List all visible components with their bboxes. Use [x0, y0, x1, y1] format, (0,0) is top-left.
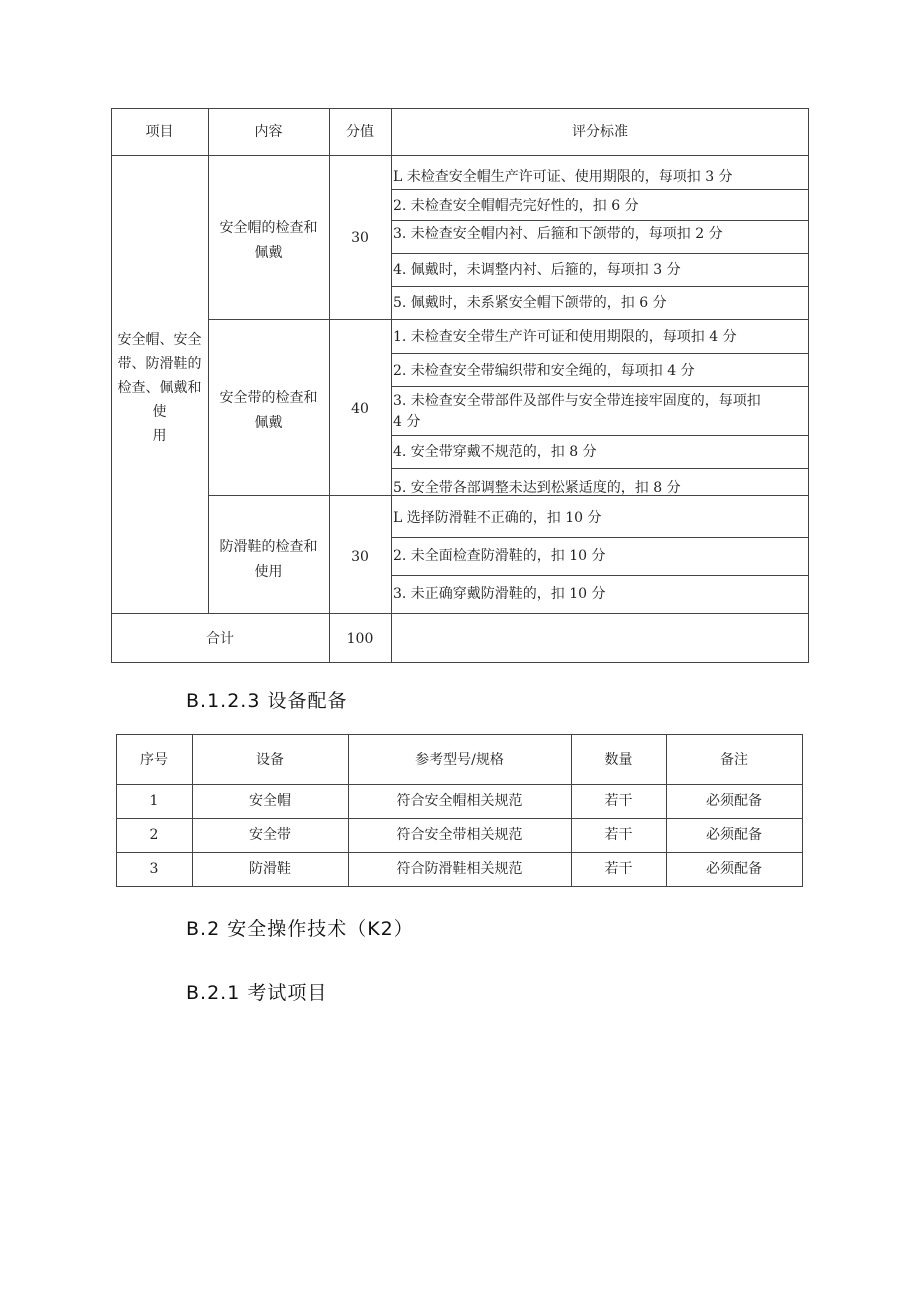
category-line: 使 — [152, 404, 167, 420]
section-heading-equipment: B.1.2.3 设备配备 — [186, 690, 348, 712]
table-cell: 符合安全带相关规范 — [396, 827, 523, 843]
criteria-row: 2. 未检查安全帽帽壳完好性的，扣 6 分 — [393, 198, 639, 214]
content-line: 安全带的检查和 — [219, 390, 318, 406]
criteria-row: 3. 未正确穿戴防滑鞋的，扣 10 分 — [393, 586, 606, 602]
table-cell: 符合安全帽相关规范 — [396, 793, 523, 809]
header-spec: 参考型号/规格 — [415, 752, 504, 768]
header-criteria: 评分标准 — [572, 124, 628, 140]
table-cell: 必须配备 — [706, 827, 762, 843]
content-line: 佩戴 — [254, 245, 283, 261]
criteria-row: L 选择防滑鞋不正确的，扣 10 分 — [393, 510, 602, 526]
criteria-row: 5. 安全带各部调整未达到松紧适度的，扣 8 分 — [393, 480, 681, 496]
header-equipment: 设备 — [256, 752, 284, 768]
criteria-row: 3. 未检查安全帽内衬、后箍和下颌带的，每项扣 2 分 — [393, 226, 723, 242]
category-cell — [111, 328, 208, 448]
table-cell: 若干 — [604, 827, 633, 843]
table-cell: 安全帽 — [249, 793, 291, 809]
criteria-line: 4 分 — [393, 414, 421, 430]
section-heading-exam: B.2.1 考试项目 — [186, 982, 328, 1004]
table-cell: 必须配备 — [706, 861, 762, 877]
category-line: 安全帽、安全 — [117, 332, 202, 348]
criteria-row: 2. 未检查安全带编织带和安全绳的，每项扣 4 分 — [393, 363, 695, 379]
content-line: 使用 — [254, 564, 283, 580]
content-shoes — [208, 535, 329, 585]
table-cell: 安全带 — [249, 827, 291, 843]
criteria-row-multiline — [393, 391, 761, 433]
header-item: 项目 — [145, 124, 174, 140]
content-line: 安全帽的检查和 — [219, 220, 318, 236]
score-helmet: 30 — [351, 230, 369, 246]
score-shoes: 30 — [351, 549, 369, 565]
score-harness: 40 — [351, 401, 369, 417]
criteria-line: 3. 未检查安全带部件及部件与安全带连接牢固度的，每项扣 — [393, 393, 761, 409]
criteria-row: 4. 佩戴时，未调整内衬、后箍的，每项扣 3 分 — [393, 262, 681, 278]
header-no: 序号 — [140, 752, 168, 768]
total-score: 100 — [346, 631, 374, 647]
content-line: 佩戴 — [254, 415, 283, 431]
table-cell: 防滑鞋 — [249, 861, 291, 877]
criteria-row: 5. 佩戴时，未系紧安全帽下颌带的，扣 6 分 — [393, 295, 667, 311]
criteria-row: 4. 安全带穿戴不规范的，扣 8 分 — [393, 444, 597, 460]
criteria-row: L 未检查安全帽生产许可证、使用期限的，每项扣 3 分 — [393, 169, 733, 185]
content-helmet — [208, 216, 329, 266]
content-line: 防滑鞋的检查和 — [219, 539, 318, 555]
table-cell: 符合防滑鞋相关规范 — [396, 861, 523, 877]
category-line: 带、防滑鞋的 — [117, 356, 202, 372]
section-heading-operation: B.2 安全操作技术（K2） — [186, 918, 414, 940]
content-harness — [208, 386, 329, 436]
header-qty: 数量 — [604, 752, 633, 768]
table-cell: 2 — [149, 827, 159, 843]
table-cell: 若干 — [604, 793, 633, 809]
header-note: 备注 — [720, 752, 748, 768]
criteria-row: 1. 未检查安全带生产许可证和使用期限的，每项扣 4 分 — [393, 329, 737, 345]
table-cell: 必须配备 — [706, 793, 762, 809]
criteria-row: 2. 未全面检查防滑鞋的，扣 10 分 — [393, 548, 606, 564]
table-cell: 1 — [149, 793, 159, 809]
table-cell: 3 — [149, 861, 159, 877]
table-cell: 若干 — [604, 861, 633, 877]
header-content: 内容 — [254, 124, 283, 140]
header-score: 分值 — [346, 124, 374, 140]
category-line: 用 — [152, 428, 167, 444]
category-line: 检查、佩戴和 — [117, 380, 202, 396]
total-label: 合计 — [206, 631, 234, 647]
